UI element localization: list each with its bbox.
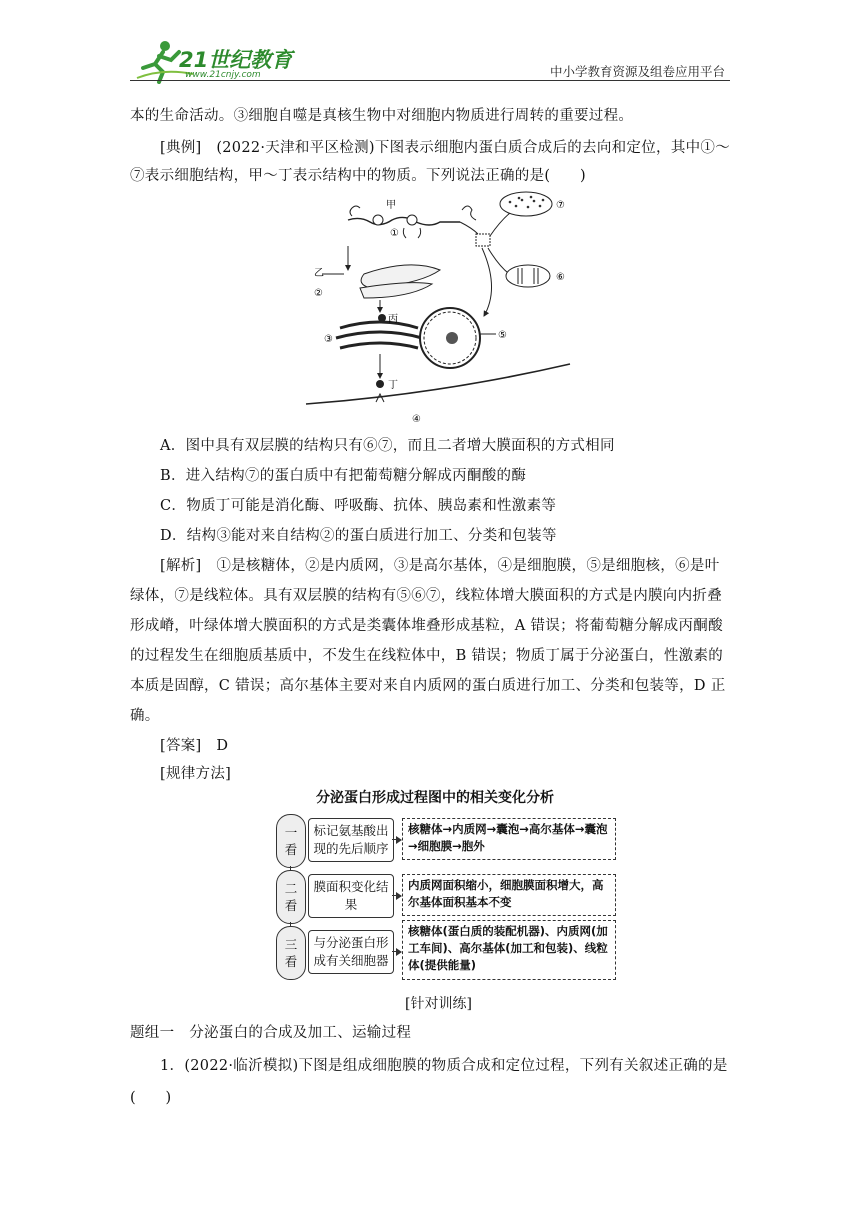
step-marker xyxy=(276,870,306,924)
option-d: D．结构③能对来自结构②的蛋白质进行加工、分类和包装等 xyxy=(160,528,557,544)
label-ding: 丁 xyxy=(388,380,398,391)
svg-text:⑥: ⑥ xyxy=(556,272,565,283)
example-text: (2022·天津和平区检测)下图表示细胞内蛋白质合成后的去向和定位，其中①～ xyxy=(201,140,731,156)
platform-name: 中小学教育资源及组卷应用平台 xyxy=(549,64,725,79)
analysis-line-4: 的过程发生在细胞质基质中，不发生在线粒体中，B 错误；物质丁属于分泌蛋白，性激素的 xyxy=(130,648,724,664)
step-marker xyxy=(276,814,306,868)
flowchart xyxy=(270,812,620,982)
group-title: 题组一 分泌蛋白的合成及加工、运输过程 xyxy=(130,1025,412,1041)
arrow-icon xyxy=(392,839,400,840)
answer-value: D xyxy=(201,738,229,754)
header-divider xyxy=(130,80,730,81)
answer-line xyxy=(160,734,228,755)
label-bing: 丙 xyxy=(388,314,398,325)
flow-detail: 核糖体(蛋白质的装配机器)、内质网(加工车间)、高尔基体(加工和包装)、线粒体(提供能量) xyxy=(402,920,616,980)
flowchart-title: 分泌蛋白形成过程图中的相关变化分析 xyxy=(316,790,554,806)
arrow-icon xyxy=(392,951,400,952)
analysis-text: ①是核糖体，②是内质网，③是高尔基体，④是细胞膜，⑤是细胞核，⑥是叶 xyxy=(201,558,720,574)
logo xyxy=(133,38,293,84)
svg-text:②: ② xyxy=(314,288,323,299)
flow-detail: 核糖体→内质网→囊泡→高尔基体→囊泡→细胞膜→胞外 xyxy=(402,818,616,860)
label-yi: 乙 xyxy=(314,268,324,279)
step-char: 二 xyxy=(284,881,298,896)
flow-label: 标记氨基酸出现的先后顺序 xyxy=(308,818,394,862)
arrow-icon xyxy=(392,895,400,896)
question-1-line-1: 1．(2022·临沂模拟)下图是组成细胞膜的物质合成和定位过程，下列有关叙述正确的是 xyxy=(160,1058,728,1074)
step-char: 看 xyxy=(284,898,298,913)
flow-detail: 内质网面积缩小，细胞膜面积增大，高尔基体面积基本不变 xyxy=(402,874,616,916)
step-char: 一 xyxy=(284,825,298,840)
analysis-line-6: 确。 xyxy=(130,708,160,724)
paragraph-line: 本的生命活动。③细胞自噬是真核生物中对细胞内物质进行周转的重要过程。 xyxy=(130,108,634,124)
option-a: A．图中具有双层膜的结构只有⑥⑦，而且二者增大膜面积的方式相同 xyxy=(160,438,615,454)
analysis-line-2: 绿体，⑦是线粒体。具有双层膜的结构有⑤⑥⑦，线粒体增大膜面积的方式是内膜向内折叠 xyxy=(130,588,722,604)
step-char: 三 xyxy=(284,937,298,952)
option-c: C．物质丁可能是消化酶、呼吸酶、抗体、胰岛素和性激素等 xyxy=(160,498,557,514)
example-line xyxy=(160,136,730,157)
svg-text:④: ④ xyxy=(412,414,421,425)
question-1-line-2: ( ) xyxy=(130,1090,172,1106)
option-b: B．进入结构⑦的蛋白质中有把葡萄糖分解成丙酮酸的酶 xyxy=(160,468,527,484)
step-marker xyxy=(276,926,306,980)
logo-url: www.21cnjy.com xyxy=(185,70,261,80)
svg-text:①: ① xyxy=(390,228,399,239)
svg-text:⑦: ⑦ xyxy=(556,200,565,211)
step-char: 看 xyxy=(284,842,298,857)
practice-title: [针对训练] xyxy=(405,996,472,1012)
label-jia: 甲 xyxy=(386,200,396,211)
method-tag: [规律方法] xyxy=(160,766,232,782)
example-tag: [典例] xyxy=(160,140,202,156)
flow-label: 与分泌蛋白形成有关细胞器 xyxy=(308,930,394,974)
analysis-tag: [解析] xyxy=(160,558,202,574)
svg-text:③: ③ xyxy=(324,334,333,345)
analysis-line-1 xyxy=(160,554,720,575)
logo-text: 21世纪教育 xyxy=(179,48,293,72)
flow-label: 膜面积变化结果 xyxy=(308,874,394,918)
example-line-2: ⑦表示细胞结构，甲～丁表示结构中的物质。下列说法正确的是( ) xyxy=(130,168,586,184)
analysis-line-5: 本质是固醇，C 错误；高尔基体主要对来自内质网的蛋白质进行加工、分类和包装等，D 正 xyxy=(130,678,726,694)
svg-text:⑤: ⑤ xyxy=(498,330,507,341)
analysis-line-3: 形成嵴，叶绿体增大膜面积的方式是类囊体堆叠形成基粒，A 错误；将葡萄糖分解成丙酮酸 xyxy=(130,618,723,634)
cell-diagram xyxy=(300,188,590,428)
answer-tag: [答案] xyxy=(160,738,202,754)
step-char: 看 xyxy=(284,954,298,969)
